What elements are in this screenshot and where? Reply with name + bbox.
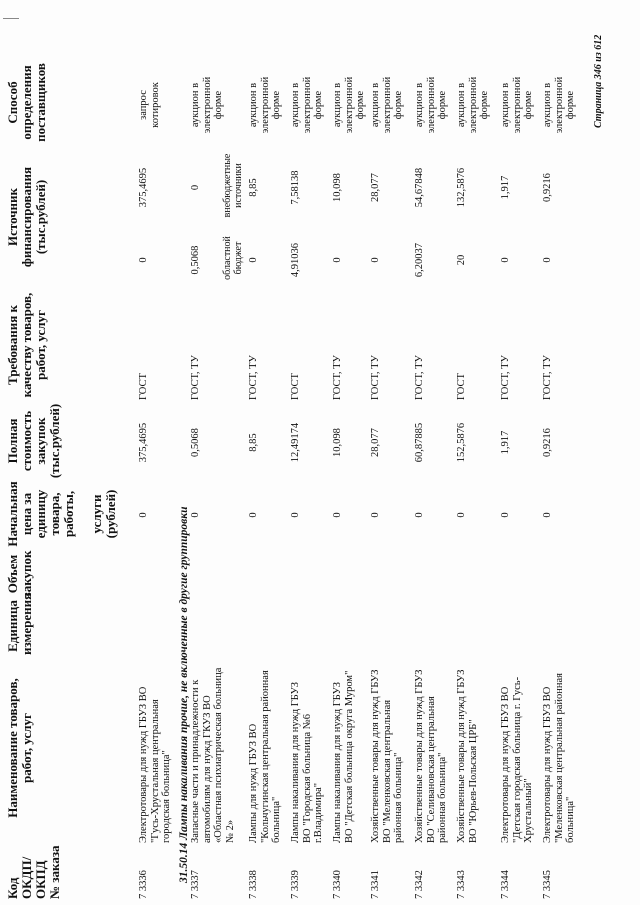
cell-ext: 0	[190, 184, 201, 191]
cell-total: 0,9216	[542, 428, 553, 457]
header-total: Полная стоимость закупок (тыс.рублей)	[5, 403, 62, 479]
cell-ext: 1,917	[500, 175, 511, 200]
cell-method: аукцион в электронной форме	[370, 76, 404, 134]
header-price: Начальная цена за единицу товара, работы, услуги (рублей)	[5, 481, 118, 547]
cell-ext: 7,58138	[290, 170, 301, 205]
header-funding: Источник финансирования (тыс.рублей)	[5, 166, 48, 268]
cell-price: 0	[542, 512, 553, 518]
cell-price: 0	[290, 512, 301, 518]
cell-price: 0	[456, 512, 467, 518]
header-name: Наименование товаров, работ, услуг	[5, 678, 34, 818]
cell-req: ГОСТ, ТУ	[414, 355, 425, 400]
header-method: Способ определения поставщиков	[5, 63, 48, 142]
cell-name: Электротовары для нужд ГБУЗ ВО "Детская городская больница г. Гусь- Хрустальный"	[500, 676, 534, 843]
cell-price: 0	[248, 512, 259, 518]
cell-reg: 6,20037	[414, 242, 425, 278]
cell-price: 0	[414, 512, 425, 518]
cell-price: 0	[190, 512, 201, 518]
cell-code: 7 3343	[456, 870, 467, 899]
cell-code: 7 3339	[290, 870, 301, 899]
cell-req: ГОСТ, ТУ	[542, 355, 553, 400]
cell-method: аукцион в электронной форме	[500, 76, 534, 134]
header-requirements: Требования к качеству товаров, работ, услуг	[5, 292, 48, 398]
header-funding-regional: областной бюджет	[222, 236, 244, 280]
cell-req: ГОСТ, ТУ	[248, 355, 259, 400]
cell-price: 0	[332, 512, 343, 518]
cell-method: аукцион в электронной форме	[190, 76, 224, 134]
cell-ext: 8,85	[248, 178, 259, 197]
cell-req: ГОСТ, ТУ	[190, 355, 201, 400]
cell-method: запрос котировок	[138, 82, 161, 128]
cell-code: 7 3341	[370, 870, 381, 899]
cell-code: 7 3345	[542, 870, 553, 899]
cell-method: аукцион в электронной форме	[332, 76, 366, 134]
cell-name: Лампы накаливания для нужд ГБУЗ ВО "Детская больница округа Муром"	[332, 670, 355, 843]
cell-total: 1,917	[500, 430, 511, 455]
cell-code: 7 3340	[332, 870, 343, 899]
cell-req: ГОСТ	[138, 373, 149, 400]
cell-method: аукцион в электронной форме	[542, 76, 576, 134]
cell-name: Хозяйственные товары для нужд ГБУЗ ВО "Селивановская центральная районная больница"	[414, 669, 448, 843]
cell-code: 7 3344	[500, 870, 511, 899]
cell-method: аукцион в электронной форме	[290, 76, 324, 134]
cell-total: 375,4695	[138, 422, 149, 463]
cell-name: Электротовары для нужд ГБУЗ ВО "Меленковская центральная районная больница"	[542, 673, 576, 843]
cell-code: 7 3336	[138, 870, 149, 899]
cell-price: 0	[370, 512, 381, 518]
cell-reg: 20	[456, 254, 467, 266]
cell-reg: 0	[332, 257, 343, 263]
cell-total: 152,5876	[456, 422, 467, 463]
cell-total: 10,098	[332, 428, 343, 457]
cell-total: 12,49174	[290, 422, 301, 463]
header-funding-extrabudget: внебюджетные источники	[222, 153, 244, 218]
cell-price: 0	[500, 512, 511, 518]
cell-total: 0,5068	[190, 428, 201, 457]
cell-method: аукцион в электронной форме	[414, 76, 448, 134]
cell-name: Лампы для нужд ГБУЗ ВО "Кольчугинская центральная районная больница"	[248, 670, 282, 843]
cell-price: 0	[138, 512, 149, 518]
cell-reg: 0	[248, 257, 259, 263]
cell-req: ГОСТ	[456, 373, 467, 400]
cell-ext: 132,5876	[456, 167, 467, 208]
cell-code: 7 3342	[414, 870, 425, 899]
cell-ext: 28,077	[370, 173, 381, 202]
cell-method: аукцион в электронной форме	[456, 76, 490, 134]
header-unit: Единица измерения	[5, 592, 34, 655]
cell-code: 7 3337	[190, 870, 201, 899]
cell-req: ГОСТ, ТУ	[500, 355, 511, 400]
cell-ext: 0,9216	[542, 173, 553, 202]
cell-method: аукцион в электронной форме	[248, 76, 282, 134]
cell-reg: 0	[500, 257, 511, 263]
page-number: Страница 346 из 612	[593, 34, 604, 128]
cell-reg: 0	[542, 257, 553, 263]
header-qty: Объем закупок	[5, 550, 34, 598]
scan-mark	[3, 18, 19, 19]
header-code: Код ОКДП/ ОКПД № заказа	[5, 845, 62, 899]
cell-req: ГОСТ, ТУ	[370, 355, 381, 400]
cell-name: Электротовары для нужд ГБУЗ ВО "Гусь-Хрустальная центральная городская больница"	[138, 686, 172, 843]
cell-total: 28,077	[370, 428, 381, 457]
cell-name: Лампы накаливания для нужд ГБУЗ ВО "Городская больница №6 г.Владимира"	[290, 681, 324, 843]
group-label: 31.50.14 Лампы накаливания прочие, не включенные в другие группировки	[178, 506, 190, 883]
cell-req: ГОСТ, ТУ	[332, 355, 343, 400]
cell-reg: 0	[370, 257, 381, 263]
cell-total: 60,87885	[414, 422, 425, 463]
cell-ext: 54,67848	[414, 167, 425, 208]
cell-ext: 375,4695	[138, 167, 149, 208]
cell-reg: 0,5068	[190, 245, 201, 275]
cell-total: 8,85	[248, 433, 259, 452]
cell-reg: 0	[138, 257, 149, 263]
cell-req: ГОСТ	[290, 373, 301, 400]
cell-reg: 4,91036	[290, 242, 301, 278]
cell-name: Хозяйственные товары для нужд ГБУЗ ВО "Юрьев-Польская ЦРБ"	[456, 669, 479, 843]
cell-code: 7 3338	[248, 870, 259, 899]
cell-ext: 10,098	[332, 173, 343, 202]
cell-name: Хозяйственные товары для нужд ГБУЗ ВО "Меленковская центральная районная больница"	[370, 669, 404, 843]
cell-name: Запасные части и принадлежности к автомобилям для нужд ГКУЗ ВО «Областная психиатрическая больница № 2»	[190, 667, 236, 843]
